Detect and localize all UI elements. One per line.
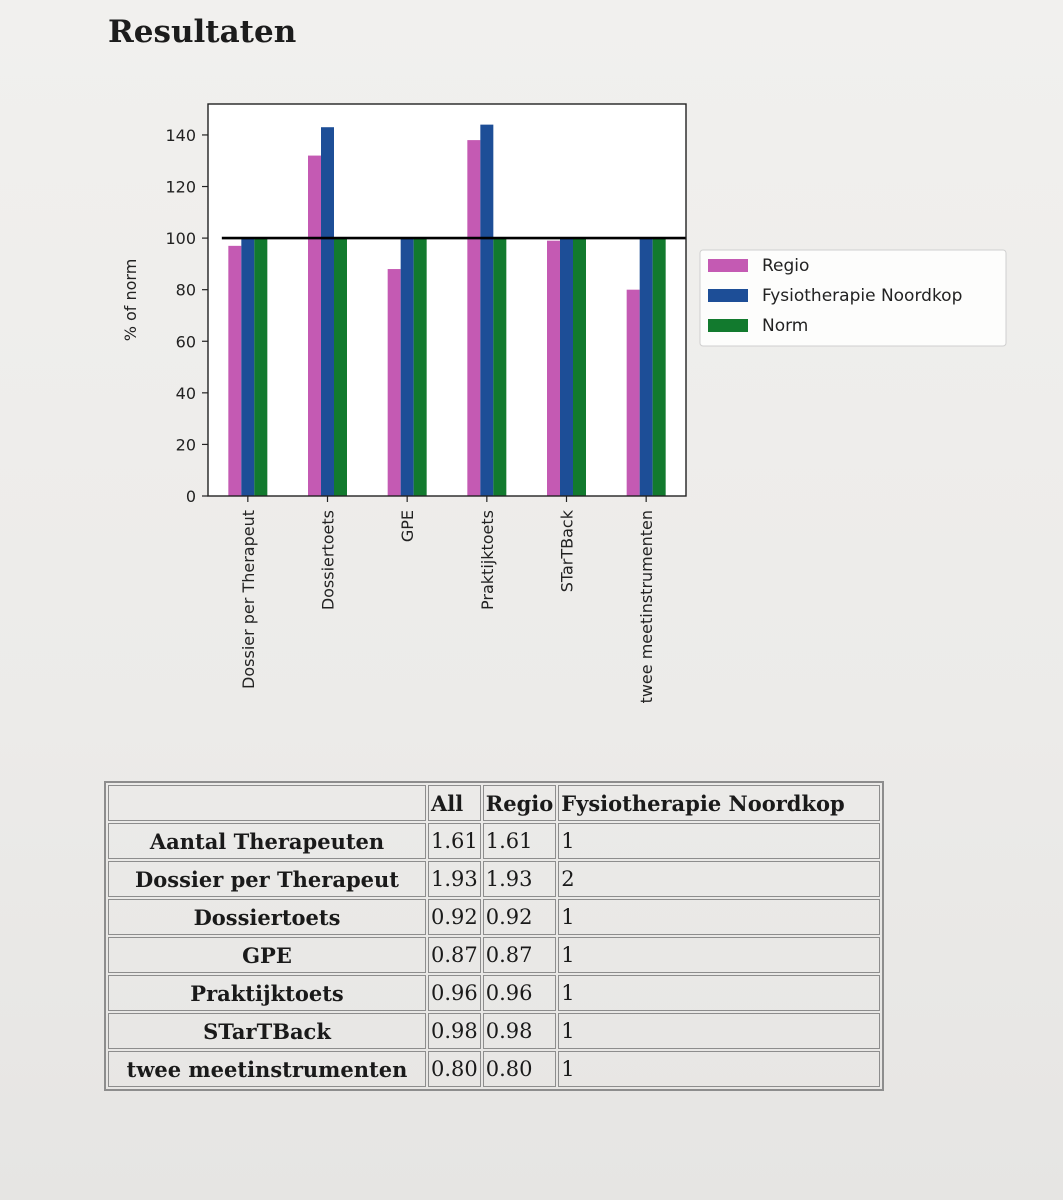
y-tick-label: 100: [165, 229, 196, 249]
legend-label: Fysiotherapie Noordkop: [762, 286, 963, 306]
cell-regio: 0.87: [483, 937, 556, 973]
bar: [493, 238, 506, 496]
y-tick-label: 140: [165, 125, 196, 145]
cell-fysiotherapie: 1: [558, 823, 880, 859]
cell-all: 0.98: [428, 1013, 481, 1049]
cell-fysiotherapie: 1: [558, 937, 880, 973]
cell-regio: 0.80: [483, 1051, 556, 1087]
header-all: All: [428, 785, 481, 821]
bar: [547, 241, 560, 496]
bar: [627, 290, 640, 496]
x-tick-label: STarTBack: [557, 510, 577, 593]
x-tick-label: GPE: [398, 510, 418, 543]
table-row: [108, 861, 880, 897]
cell-fysiotherapie: 1: [558, 899, 880, 935]
table-row: [108, 937, 880, 973]
row-label: STarTBack: [108, 1013, 426, 1049]
bar: [401, 238, 414, 496]
cell-regio: 0.98: [483, 1013, 556, 1049]
table-row: [108, 1051, 880, 1087]
x-tick-label: Dossier per Therapeut: [238, 510, 258, 689]
bar: [228, 246, 241, 496]
bar: [241, 238, 254, 496]
table-row: [108, 899, 880, 935]
cell-regio: 0.92: [483, 899, 556, 935]
cell-fysiotherapie: 1: [558, 1051, 880, 1087]
y-tick-label: 80: [175, 280, 196, 300]
x-tick-label: twee meetinstrumenten: [637, 510, 657, 704]
row-label: twee meetinstrumenten: [108, 1051, 426, 1087]
y-tick-label: 0: [185, 487, 196, 506]
header-empty-cell: [108, 785, 426, 821]
cell-fysiotherapie: 1: [558, 975, 880, 1011]
y-tick-label: 20: [175, 435, 196, 455]
cell-fysiotherapie: 1: [558, 1013, 880, 1049]
results-table: [104, 781, 884, 1091]
y-tick-label: 60: [175, 332, 196, 352]
row-label: Dossier per Therapeut: [108, 861, 426, 897]
legend-label: Regio: [762, 256, 810, 276]
row-label: GPE: [108, 937, 426, 973]
bar: [560, 238, 573, 496]
y-tick-label: 40: [175, 383, 196, 403]
cell-regio: 1.93: [483, 861, 556, 897]
bar: [388, 269, 401, 496]
bar: [573, 238, 586, 496]
bar: [334, 238, 347, 496]
x-tick-label: Praktijktoets: [477, 510, 497, 610]
table-header-row: [108, 785, 880, 821]
cell-all: 0.92: [428, 899, 481, 935]
row-label: Praktijktoets: [108, 975, 426, 1011]
legend-swatch: [708, 259, 748, 272]
cell-all: 0.80: [428, 1051, 481, 1087]
table-row: [108, 1013, 880, 1049]
bar: [321, 127, 334, 496]
y-axis-label: % of norm: [121, 258, 140, 342]
legend-swatch: [708, 319, 748, 332]
bar: [308, 156, 321, 496]
bar: [480, 125, 493, 496]
row-label: Aantal Therapeuten: [108, 823, 426, 859]
bar: [414, 238, 427, 496]
header-regio: Regio: [483, 785, 556, 821]
cell-all: 1.61: [428, 823, 481, 859]
bar: [653, 238, 666, 496]
table-row: [108, 823, 880, 859]
bar: [467, 140, 480, 496]
bar: [254, 238, 267, 496]
y-tick-label: 120: [165, 177, 196, 197]
header-fysiotherapie-noordkop: Fysiotherapie Noordkop: [558, 785, 880, 821]
row-label: Dossiertoets: [108, 899, 426, 935]
x-tick-label: Dossiertoets: [318, 510, 338, 611]
cell-fysiotherapie: 2: [558, 861, 880, 897]
cell-regio: 1.61: [483, 823, 556, 859]
table-row: [108, 975, 880, 1011]
cell-all: 1.93: [428, 861, 481, 897]
cell-regio: 0.96: [483, 975, 556, 1011]
cell-all: 0.87: [428, 937, 481, 973]
legend-label: Norm: [762, 316, 809, 336]
cell-all: 0.96: [428, 975, 481, 1011]
page-title: Resultaten: [108, 14, 297, 50]
bar: [640, 238, 653, 496]
plot-area: [208, 104, 686, 496]
legend-swatch: [708, 289, 748, 302]
